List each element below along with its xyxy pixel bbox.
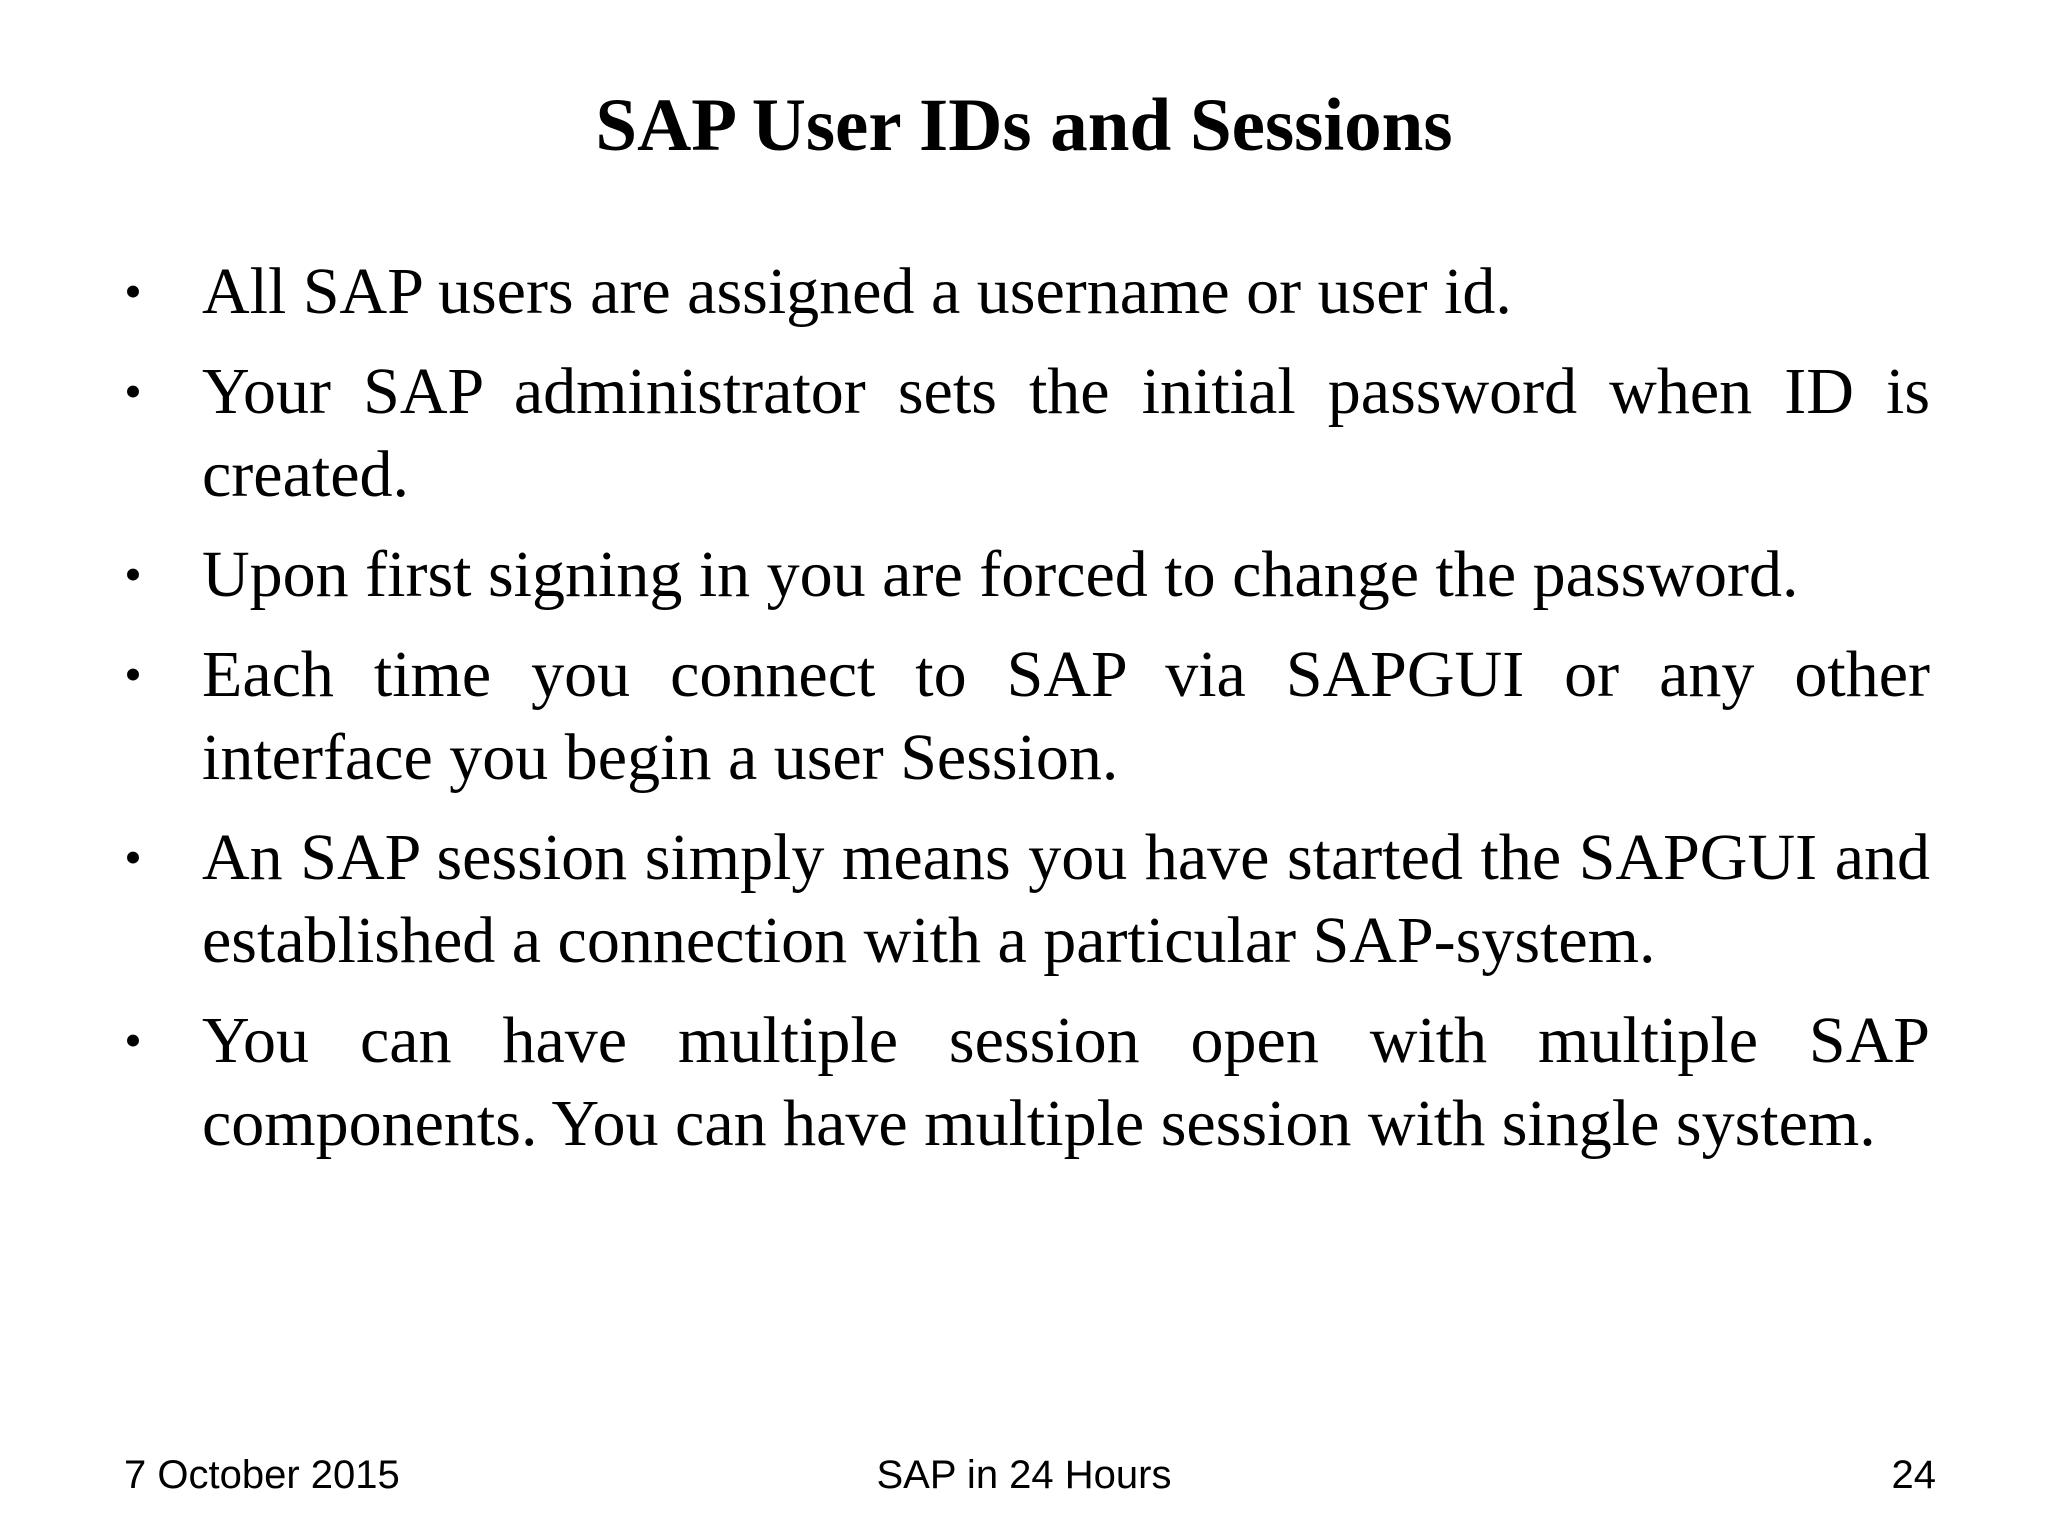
bullet-dot-icon: • [124, 829, 142, 885]
bullet-item [118, 250, 1930, 333]
footer-title: SAP in 24 Hours [876, 1453, 1172, 1497]
bullet-text: All SAP users are assigned a username or user id. [202, 255, 1512, 328]
bullet-item [118, 633, 1930, 799]
bullet-text: Upon first signing in you are forced to change the password. [202, 538, 1799, 611]
slide-title: SAP User IDs and Sessions [595, 84, 1453, 167]
bullet-dot-icon: • [124, 363, 142, 419]
bullet-dot-icon: • [124, 646, 142, 702]
bullet-dot-icon: • [124, 263, 142, 319]
bullet-dot-icon: • [124, 546, 142, 602]
bullet-text: Your SAP administrator sets the initial password when ID is created. [202, 355, 1930, 511]
footer-date: 7 October 2015 [124, 1453, 400, 1497]
bullet-item [118, 999, 1930, 1165]
bullet-text: You can have multiple session open with multiple SAP components. You can have multiple session with single system. [202, 1004, 1930, 1160]
bullet-item [118, 816, 1930, 982]
bullet-item [118, 533, 1930, 616]
bullet-list [118, 250, 1930, 1182]
page-number: 24 [1891, 1453, 1936, 1497]
bullet-item [118, 350, 1930, 516]
bullet-text: An SAP session simply means you have started the SAPGUI and established a connection with a particular SAP-system. [202, 821, 1930, 977]
bullet-text: Each time you connect to SAP via SAPGUI or any other interface you begin a user Session. [202, 638, 1930, 794]
bullet-dot-icon: • [124, 1012, 142, 1068]
